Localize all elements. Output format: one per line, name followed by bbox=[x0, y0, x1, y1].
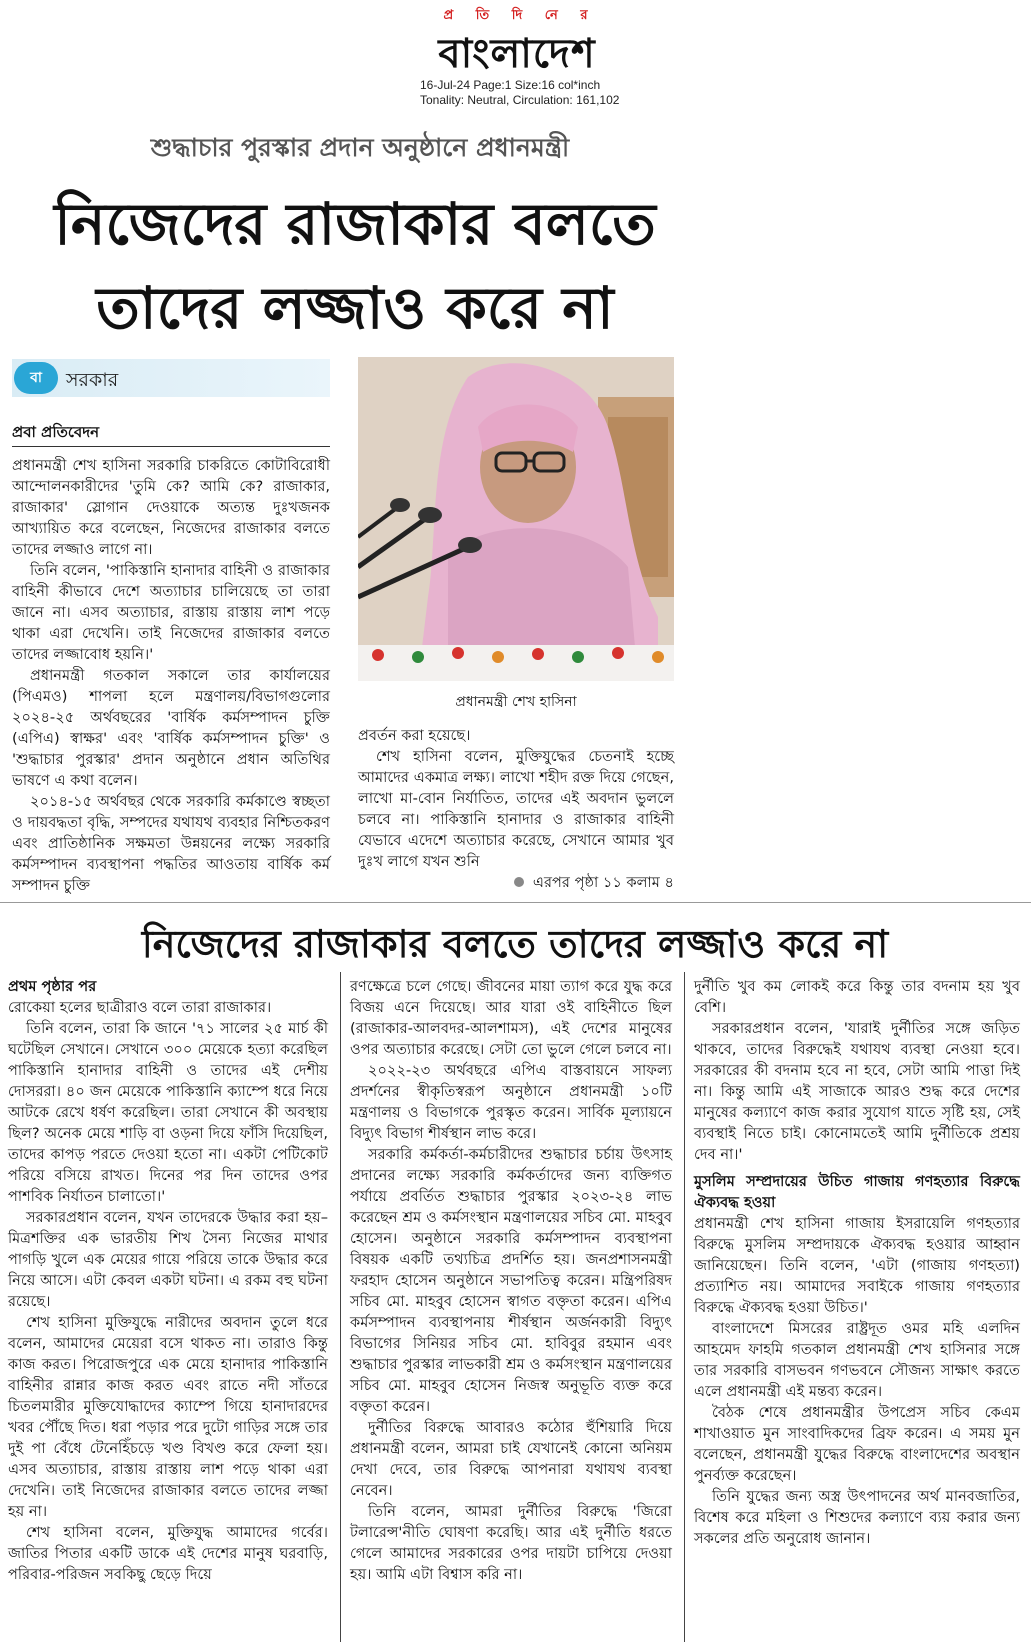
continuation-headline: নিজেদের রাজাকার বলতে তাদের লজ্জাও করে না bbox=[141, 922, 889, 966]
clipping-meta bbox=[420, 78, 619, 108]
masthead-tagline: প্র তি দি নে র bbox=[443, 8, 597, 23]
paragraph: প্রবর্তন করা হয়েছে। bbox=[358, 727, 471, 744]
paragraph: রণক্ষেত্রে চলে গেছে। জীবনের মায়া ত্যাগ করে যুদ্ধ করে বিজয় এনে দিয়েছে। আর যারা ওই বাহিনীতে ছিল (রাজাকার-আলবদর-আলশামস), এই দেশের মানুষের ওপর অত্যাচার করেছে। সেটা তো ভুলে গেলে চলবে না। bbox=[350, 978, 672, 1058]
paragraph: বৈঠক শেষে প্রধানমন্ত্রীর উপপ্রেস সচিব কেএম শাখাওয়াত মুন সাংবাদিকদের ব্রিফ করেন। এ সময় মুন বলেছেন, প্রধানমন্ত্রী যুদ্ধের বিরুদ্ধে বাংলাদেশের অবস্থান পুনর্ব্যক্ত করেছেন। bbox=[694, 1404, 1020, 1484]
paragraph: শেখ হাসিনা বলেন, মুক্তিযুদ্ধের চেতনাই হচ্ছে আমাদের একমাত্র লক্ষ্য। লাখো শহীদ রক্ত দিয়ে গেছেন, লাখো মা-বোন নির্যাতিত, তাদের এই অবদান ভুললে চলবে না। পাকিস্তানি হানাদার ও রাজাকার বাহিনী যেভাবে এদেশে অত্যাচার করেছে, সেখানে আমার খুব দুঃখ লাগে যখন শুনি bbox=[358, 748, 674, 870]
paragraph: রোকেয়া হলের ছাত্রীরাও বলে তারা রাজাকার। bbox=[8, 999, 272, 1016]
lead-column-1 bbox=[12, 455, 330, 896]
section-separator bbox=[0, 902, 1031, 903]
paragraph: সরকারপ্রধান বলেন, যখন তাদেরকে উদ্ধার করা হয়– মিত্রশক্তির এক ভারতীয় শিখ সৈন্য নিজের মাথার পাগড়ি খুলে এক মেয়ের গায়ে পরিয়ে তাকে উদ্ধার করে নিয়ে আসে। এটা কেবল একটা ঘটনা। এ রকম বহু ঘটনা রয়েছে। bbox=[8, 1209, 328, 1310]
paragraph: সরকারপ্রধান বলেন, 'যারাই দুর্নীতির সঙ্গে জড়িত থাকবে, তাদের বিরুদ্ধেই যথাযথ ব্যবস্থা নেওয়া হবে। সরকারের কী বদনাম হবে না হবে, সেটা আমি পাত্তা দিই না। কিন্তু আমি এই সাজাকে আরও শুদ্ধ করে দেশের মানুষের কল্যাণে কাজ করার সুযোগ যাতে সৃষ্টি হয়, সেই ব্যবস্থাই নিতে চাই। কোনোমতেই আমি দুর্নীতিকে প্রশ্রয় দেব না।' bbox=[694, 1020, 1020, 1163]
subheading: মুসলিম সম্প্রদায়ের উচিত গাজায় গণহত্যার বিরুদ্ধে ঐক্যবদ্ধ হওয়া bbox=[694, 1173, 1020, 1211]
section-label: সরকার bbox=[66, 369, 119, 391]
paragraph: শেখ হাসিনা মুক্তিযুদ্ধে নারীদের অবদান তুলে ধরে বলেন, আমাদের মেয়েরা বসে থাকত না। তারাও কিন্তু কাজ করত। পিরোজপুরে এক মেয়ে হানাদার পাকিস্তানি বাহিনীর রান্নার কাজ করত এবং রাতে নদী সাঁতরে চিতলমারীর মুক্তিযোদ্ধাদের ক্যাম্পে গিয়ে হানাদারদের খবর পৌঁছে দিত। ধরা পড়ার পরে দুটো গাড়ির সঙ্গে তার দুই পা বেঁধে টেনেহিঁচড়ে খণ্ড বিখণ্ড করে ফেলা হয়। এসব অত্যাচার, রাস্তায় রাস্তায় লাশ পড়ে থাকা এরা দেখেনি। তাই নিজেদের রাজাকার বলতে তাদের লজ্জা হয় না। bbox=[8, 1314, 328, 1520]
paragraph: তিনি যুদ্ধের জন্য অস্ত্র উৎপাদনের অর্থ মানবজাতির, বিশেষ করে মহিলা ও শিশুদের কল্যাণে ব্যয় করার জন্য সকলের প্রতি অনুরোধ জানান। bbox=[694, 1488, 1020, 1547]
paragraph: ২০১৪-১৫ অর্থবছর থেকে সরকারি কর্মকাণ্ডে স্বচ্ছতা ও দায়বদ্ধতা বৃদ্ধি, সম্পদের যথাযথ ব্যবহার নিশ্চিতকরণ এবং প্রাতিষ্ঠানিক সক্ষমতা উন্নয়নের লক্ষ্যে সরকারি কর্মসম্পাদন ব্যবস্থাপনা পদ্ধতির আওতায় বার্ষিক কর্ম সম্পাদন চুক্তি bbox=[12, 793, 330, 894]
photo-caption: প্রধানমন্ত্রী শেখ হাসিনা bbox=[455, 694, 577, 710]
paragraph: তিনি বলেন, আমরা দুর্নীতির বিরুদ্ধে 'জিরো টলারেন্স'নীতি ঘোষণা করেছি। আর এই দুর্নীতি ধরতে গেলে আমাদের সরকারের ওপর দায়টা চাপিয়ে দেওয়া হয়। আমি এটা বিশ্বাস করি না। bbox=[350, 1503, 672, 1583]
paragraph: বাংলাদেশে মিসরের রাষ্ট্রদূত ওমর মহি এলদিন আহমেদ ফাহমি গতকাল প্রধানমন্ত্রী শেখ হাসিনার সঙ্গে তার সরকারি বাসভবন গণভবনে সৌজন্য সাক্ষাৎ করতে এলে প্রধানমন্ত্রী এই মন্তব্য করেন। bbox=[694, 1320, 1020, 1400]
photo-illustration bbox=[358, 357, 674, 681]
continued-from: প্রথম পৃষ্ঠার পর bbox=[8, 978, 97, 995]
paragraph: প্রধানমন্ত্রী শেখ হাসিনা গাজায় ইসরায়েলি গণহত্যার বিরুদ্ধে মুসলিম সম্প্রদায়কে ঐক্যবদ্ধ হওয়ার আহ্বান জানিয়েছেন। তিনি বলেন, 'এটা (গাজায় গণহত্যা) প্রত্যাশিত নয়। আমাদের সবাইকে গাজায় গণহত্যার বিরুদ্ধে ঐক্যবদ্ধ হওয়া উচিত।' bbox=[694, 1215, 1020, 1316]
paragraph: তিনি বলেন, 'পাকিস্তানি হানাদার বাহিনী ও রাজাকার বাহিনী কীভাবে দেশে অত্যাচার চালিয়েছে তা তারা জানে না। এসব অত্যাচার, রাস্তায় রাস্তায় লাশ পড়ে থাকা এরা দেখেনি। তাই নিজেদের রাজাকার বলতে তাদের লজ্জাবোধ হয়নি।' bbox=[12, 562, 330, 663]
lead-column-2 bbox=[358, 725, 674, 893]
bullet-icon bbox=[514, 877, 524, 887]
paragraph: সরকারি কর্মকর্তা-কর্মচারীদের শুদ্ধাচার চর্চায় উৎসাহ প্রদানের লক্ষ্যে সরকারি কর্মকর্তাদের জন্য ব্যক্তিগত পর্যায়ে প্রবর্তিত শুদ্ধাচার পুরস্কার ২০২৩-২৪ লাভ করেছেন শ্রম ও কর্মসংস্থান মন্ত্রণালয়ের সচিব মো. মাহবুব হোসেন। অনুষ্ঠানে সরকারি কর্মসম্পাদন ব্যবস্থাপনা বিষয়ক একটি তথ্যচিত্র প্রদর্শিত হয়। জনপ্রশাসনমন্ত্রী ফরহাদ হোসেন অনুষ্ঠানে সভাপতিত্ব করেন। মন্ত্রিপরিষদ সচিব মো. মাহবুব হোসেন স্বাগত বক্তৃতা করেন। এপিএ কর্মসম্পাদন ব্যবস্থাপনায় শীর্ষস্থান অর্জনকারী বিদ্যুৎ বিভাগের সিনিয়র সচিব মো. হাবিবুর রহমান এবং শুদ্ধাচার পুরস্কার লাভকারী শ্রম ও কর্মসংস্থান মন্ত্রণালয়ের সচিব মো. মাহবুব হোসেন নিজস্ব অনুভূতি ব্যক্ত করে বক্তৃতা করেন। bbox=[350, 1146, 672, 1415]
jump-line bbox=[358, 872, 674, 893]
column-divider bbox=[340, 972, 341, 1642]
newspaper-logo: বাংলাদেশ bbox=[438, 31, 596, 77]
paragraph: তিনি বলেন, তারা কি জানে '৭১ সালের ২৫ মার্চ কী ঘটেছিল সেখানে। সেখানে ৩০০ মেয়েকে হত্যা করেছিল পাকিস্তানি হানাদার বাহিনী ও তাদের এই দেশীয় দোসররা। ৪০ জন মেয়েকে পাকিস্তানি ক্যাম্পে ধরে নিয়ে আটকে রেখে ধর্ষণ করেছিল। তারা সেখানে কী অবস্থায় ছিল? অনেক মেয়ে শাড়ি বা ওড়না দিয়ে ফাঁসি দিয়েছিল, তাদের কাপড় পরতে দেওয়া হতো না। একটা পেটিকোট পরিয়ে বসিয়ে রাখত। দিনের পর দিন তাদের ওপর পাশবিক নির্যাতন চালাতো।' bbox=[8, 1020, 328, 1205]
kicker: শুদ্ধাচার পুরস্কার প্রদান অনুষ্ঠানে প্রধানমন্ত্রী bbox=[150, 133, 570, 162]
paragraph: দুর্নীতির বিরুদ্ধে আবারও কঠোর হুঁশিয়ারি দিয়ে প্রধানমন্ত্রী বলেন, আমরা চাই যেখানেই কোনো অনিয়ম দেখা দেবে, তার বিরুদ্ধে আপনারা যথাযথ ব্যবস্থা নেবেন। bbox=[350, 1419, 672, 1499]
headline-line-1: নিজেদের রাজাকার বলতে bbox=[54, 190, 656, 258]
meta-date-page: 16-Jul-24 Page:1 Size:16 col*inch bbox=[420, 78, 601, 92]
paragraph: ২০২২-২৩ অর্থবছরে এপিএ বাস্তবায়নে সাফল্য প্রদর্শনের স্বীকৃতিস্বরূপ অনুষ্ঠানে প্রধানমন্ত্রী ১০টি মন্ত্রণালয় ও বিভাগকে পুরস্কৃত করেন। সার্বিক মূল্যায়নে বিদ্যুৎ বিভাগ শীর্ষস্থান লাভ করে। bbox=[350, 1062, 672, 1142]
continuation-column-2 bbox=[350, 976, 672, 1585]
prime-minister-photo bbox=[358, 357, 674, 681]
section-bar bbox=[12, 359, 330, 397]
meta-tonality: Tonality: Neutral, Circulation: 161,102 bbox=[420, 93, 620, 107]
byline-rule bbox=[12, 446, 330, 447]
main-headline bbox=[10, 182, 700, 350]
continuation-column-1 bbox=[8, 976, 328, 1585]
lead-paragraph: প্রধানমন্ত্রী শেখ হাসিনা সরকারি চাকরিতে কোটাবিরোধী আন্দোলনকারীদের 'তুমি কে? আমি কে? রাজাকার, রাজাকার' স্লোগান দেওয়াকে অত্যন্ত দুঃখজনক আখ্যায়িত করে বলেছেন, নিজেদের রাজাকার বলতে তাদের লজ্জাও লাগে না। bbox=[12, 457, 330, 558]
paragraph: শেখ হাসিনা বলেন, মুক্তিযুদ্ধ আমাদের গর্বের। জাতির পিতার একটি ডাকে এই দেশের মানুষ ঘরবাড়ি, পরিবার-পরিজন সবকিছু ছেড়ে দিয়ে bbox=[8, 1524, 328, 1583]
section-icon: বা bbox=[14, 362, 58, 394]
continuation-column-3 bbox=[694, 976, 1020, 1549]
jump-text: এরপর পৃষ্ঠা ১১ কলাম ৪ bbox=[532, 874, 674, 891]
column-divider bbox=[684, 972, 685, 1642]
byline: প্রবা প্রতিবেদন bbox=[12, 423, 100, 441]
headline-line-2: তাদের লজ্জাও করে না bbox=[96, 274, 614, 342]
paragraph: প্রধানমন্ত্রী গতকাল সকালে তার কার্যালয়ের (পিএমও) শাপলা হলে মন্ত্রণালয়/বিভাগগুলোর ২০২৪-২৫ অর্থবছরের 'বার্ষিক কর্মসম্পাদন চুক্তি (এপিএ) স্বাক্ষর' এবং 'বার্ষিক কর্মসম্পাদন চুক্তি' ও 'শুদ্ধাচার পুরস্কার' প্রদান অনুষ্ঠানে প্রধান অতিথির ভাষণে এ কথা বলেন। bbox=[12, 667, 330, 789]
paragraph: দুর্নীতি খুব কম লোকই করে কিন্তু তার বদনাম হয় খুব বেশি। bbox=[694, 978, 1020, 1016]
